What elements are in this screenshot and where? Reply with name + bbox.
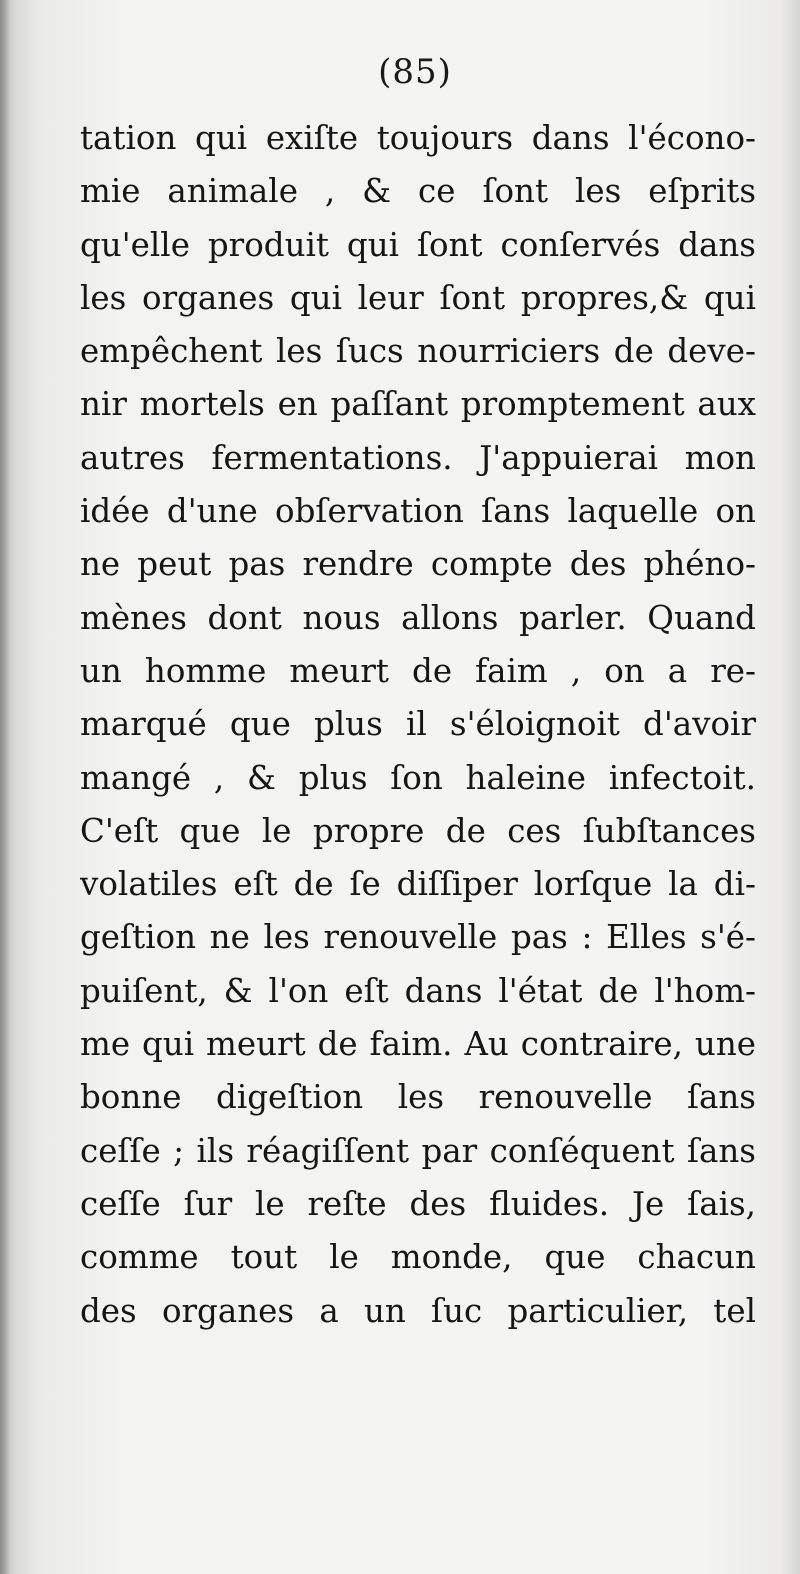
text-line: autres fermentations. J'appuierai mon [80,438,756,477]
text-line: me qui meurt de faim. Au contraire, une [80,1025,756,1064]
text-line: marqué que plus il s'éloignoit d'avoir [80,705,756,744]
text-line: empêchent les ſucs nourriciers de deve- [80,332,756,371]
text-line: volatiles eſt de ſe diſſiper lorſque la di- [80,865,756,904]
text-line: bonne digeſtion les renouvelle ſans [80,1078,756,1117]
text-line: tation qui exiſte toujours dans l'écono- [80,119,756,157]
text-line: C'eſt que le propre de ces ſubſtances [80,811,756,850]
page-number: (85) [378,52,452,92]
text-line: nir mortels en paſſant promptement aux [80,385,756,424]
text-line: un homme meurt de faim , on a re- [80,651,756,690]
text-line: comme tout le monde, que chacun [80,1238,756,1277]
body-text [80,112,756,1338]
text-line: geſtion ne les renouvelle pas : Elles s'é- [80,918,756,957]
text-line: mangé , & plus ſon haleine infectoit. [80,758,756,797]
text-line: mènes dont nous allons parler. Quand [80,598,756,637]
text-line: idée d'une obſervation ſans laquelle on [80,492,756,531]
spine-shadow [0,0,10,1574]
text-line: mie animale , & ce ſont les eſprits [80,172,756,211]
text-line: puiſent, & l'on eſt dans l'état de l'hom- [80,971,756,1010]
text-line: les organes qui leur ſont propres,& qui [80,278,756,317]
text-line: ceſſe ; ils réagiſſent par conſéquent ſans [80,1131,756,1170]
text-line: ne peut pas rendre compte des phéno- [80,545,756,584]
text-line: qu'elle produit qui ſont conſervés dans [80,225,756,264]
text-line: des organes a un ſuc particulier, tel [80,1291,756,1330]
text-line: ceſſe ſur le reſte des fluides. Je ſais, [80,1184,756,1223]
